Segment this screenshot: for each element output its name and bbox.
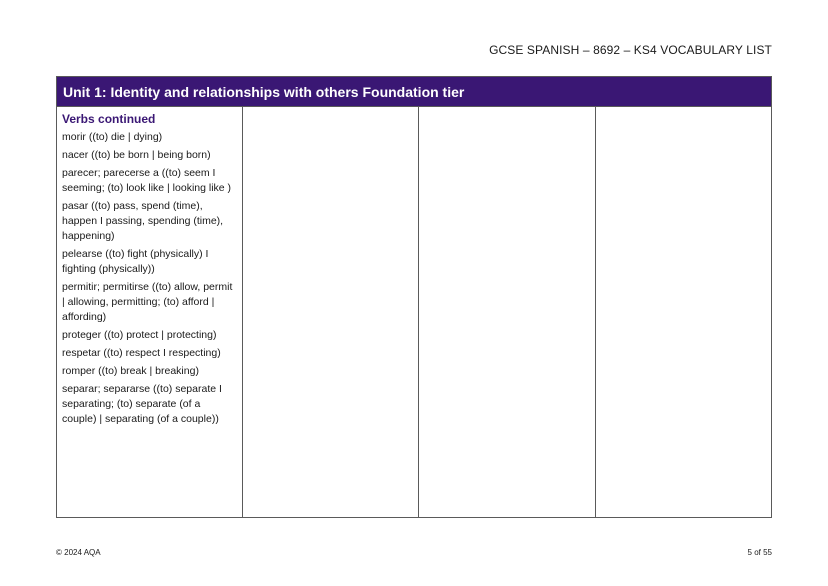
footer-page-number: 5 of 55 xyxy=(747,548,772,557)
vocab-item: respetar ((to) respect I respecting) xyxy=(62,347,221,359)
footer-copyright: © 2024 AQA xyxy=(56,548,101,557)
vocab-item: parecer; parecerse a ((to) seem I seeming; (to) look like | looking like ) xyxy=(62,167,232,194)
table-column-1 xyxy=(57,107,243,517)
table-column-4 xyxy=(596,107,772,517)
vocab-item: permitir; permitirse ((to) allow, permit | allowing, permitting; (to) afford | affording) xyxy=(62,281,233,323)
vocab-item: separar; separarse ((to) separate I separating; (to) separate (of a couple) | separating (of a couple)) xyxy=(62,383,222,425)
vocab-item: pasar ((to) pass, spend (time), happen I passing, spending (time), happening) xyxy=(62,200,224,242)
vocab-item: nacer ((to) be born | being born) xyxy=(62,149,211,161)
vocab-item: morir ((to) die | dying) xyxy=(62,131,163,143)
table-title: Unit 1: Identity and relationships with others Foundation tier xyxy=(57,77,771,107)
table-column-2 xyxy=(243,107,420,517)
vocab-list xyxy=(62,130,238,427)
section-heading: Verbs continued xyxy=(62,112,156,126)
vocabulary-table xyxy=(56,76,772,518)
table-body xyxy=(57,107,771,517)
vocab-item: pelearse ((to) fight (physically) I fighting (physically)) xyxy=(62,248,209,275)
document-header: GCSE SPANISH – 8692 – KS4 VOCABULARY LIST xyxy=(489,43,772,57)
vocab-item: proteger ((to) protect | protecting) xyxy=(62,329,217,341)
vocab-item: romper ((to) break | breaking) xyxy=(62,365,199,377)
table-column-3 xyxy=(419,107,596,517)
